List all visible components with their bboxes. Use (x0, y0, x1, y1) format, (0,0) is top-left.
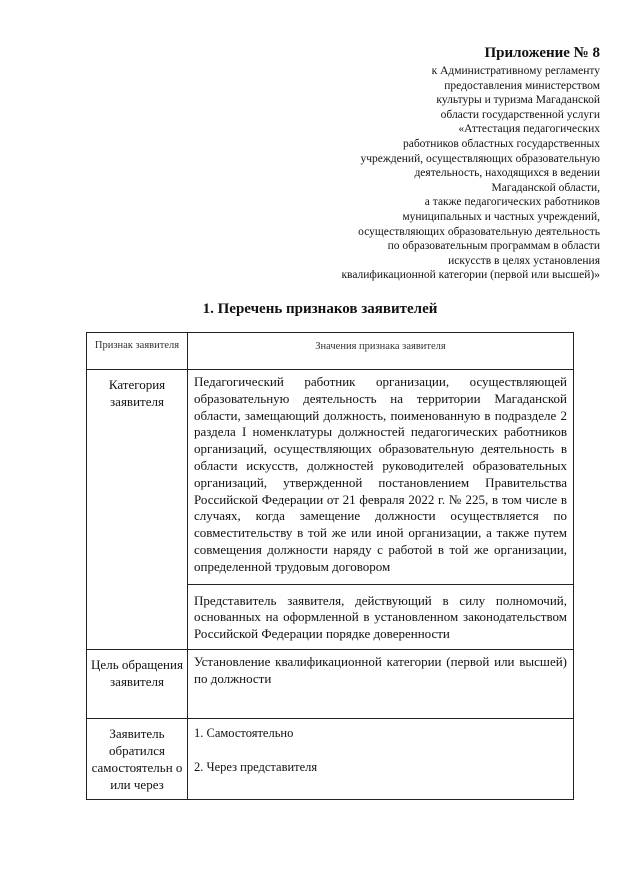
table-row (87, 718, 574, 799)
appendix-line: квалификационной категории (первой или высшей)» (341, 269, 600, 282)
appendix-title: Приложение № 8 (484, 45, 600, 61)
appendix-line: предоставления министерством (444, 79, 600, 92)
table-header-row (87, 333, 574, 370)
value-purpose: Установление квалификационной категории (первой или высшей) по должности (188, 649, 574, 718)
appendix-line: искусств в целях установления (448, 254, 600, 267)
row-label-method: Заявитель обратился самостоятельн о или через (87, 718, 188, 799)
value-representative: Представитель заявителя, действующий в силу полномочий, основанных на оформленной в установленном законодательством Российской Федерации порядке доверенности (194, 592, 567, 642)
appendix-line: учреждений, осуществляющих образовательную (360, 152, 600, 165)
row-values-category (188, 370, 574, 650)
appendix-line: культуры и туризма Магаданской (436, 94, 600, 107)
table-row (87, 649, 574, 718)
row-label-category: Категория заявителя (87, 370, 188, 650)
value-via-representative: 2. Через представителя (194, 759, 318, 774)
appendix-line: муниципальных и частных учреждений, (402, 210, 600, 223)
table-row (87, 370, 574, 650)
section-title: 1. Перечень признаков заявителей (202, 301, 438, 317)
appendix-line: к Административному регламенту (431, 65, 600, 77)
row-label-purpose: Цель обращения заявителя (87, 649, 188, 718)
appendix-header (260, 44, 600, 283)
value-self: 1. Самостоятельно (194, 725, 294, 740)
appendix-line: по образовательным программам в области (387, 240, 600, 253)
appendix-line: области государственной услуги (440, 108, 600, 121)
row-values-method (188, 718, 574, 799)
appendix-line: Магаданской области, (491, 181, 600, 194)
applicant-attributes-table (86, 332, 574, 800)
value-pedagogical-worker: Педагогический работник организации, осуществляющей образовательную деятельность на территории Магаданской области, замещающий должность, поименованную в подразделе 2 раздела I номенклатуры должностей педагогических работников организаций, осуществляющих образовательную деятельность в области искусств, должностей руководителей образовательных организаций, утвержденной постановлением Правительства Российской Федерации от 21 февраля 2022 г. № 225, в том числе в случаях, когда замещение должности осуществляется по совместительству в той же или иной организации, а также путем совмещения должности наряду с работой в той же организации, определенной трудовым договором (188, 370, 573, 585)
header-attribute: Признак заявителя (87, 333, 188, 370)
appendix-line: «Аттестация педагогических (458, 123, 600, 136)
header-values: Значения признака заявителя (188, 333, 574, 370)
appendix-line: деятельность, находящихся в ведении (414, 167, 600, 180)
appendix-line: а также педагогических работников (424, 196, 600, 209)
appendix-line: осуществляющих образовательную деятельность (358, 225, 600, 238)
appendix-line: работников областных государственных (402, 137, 600, 150)
